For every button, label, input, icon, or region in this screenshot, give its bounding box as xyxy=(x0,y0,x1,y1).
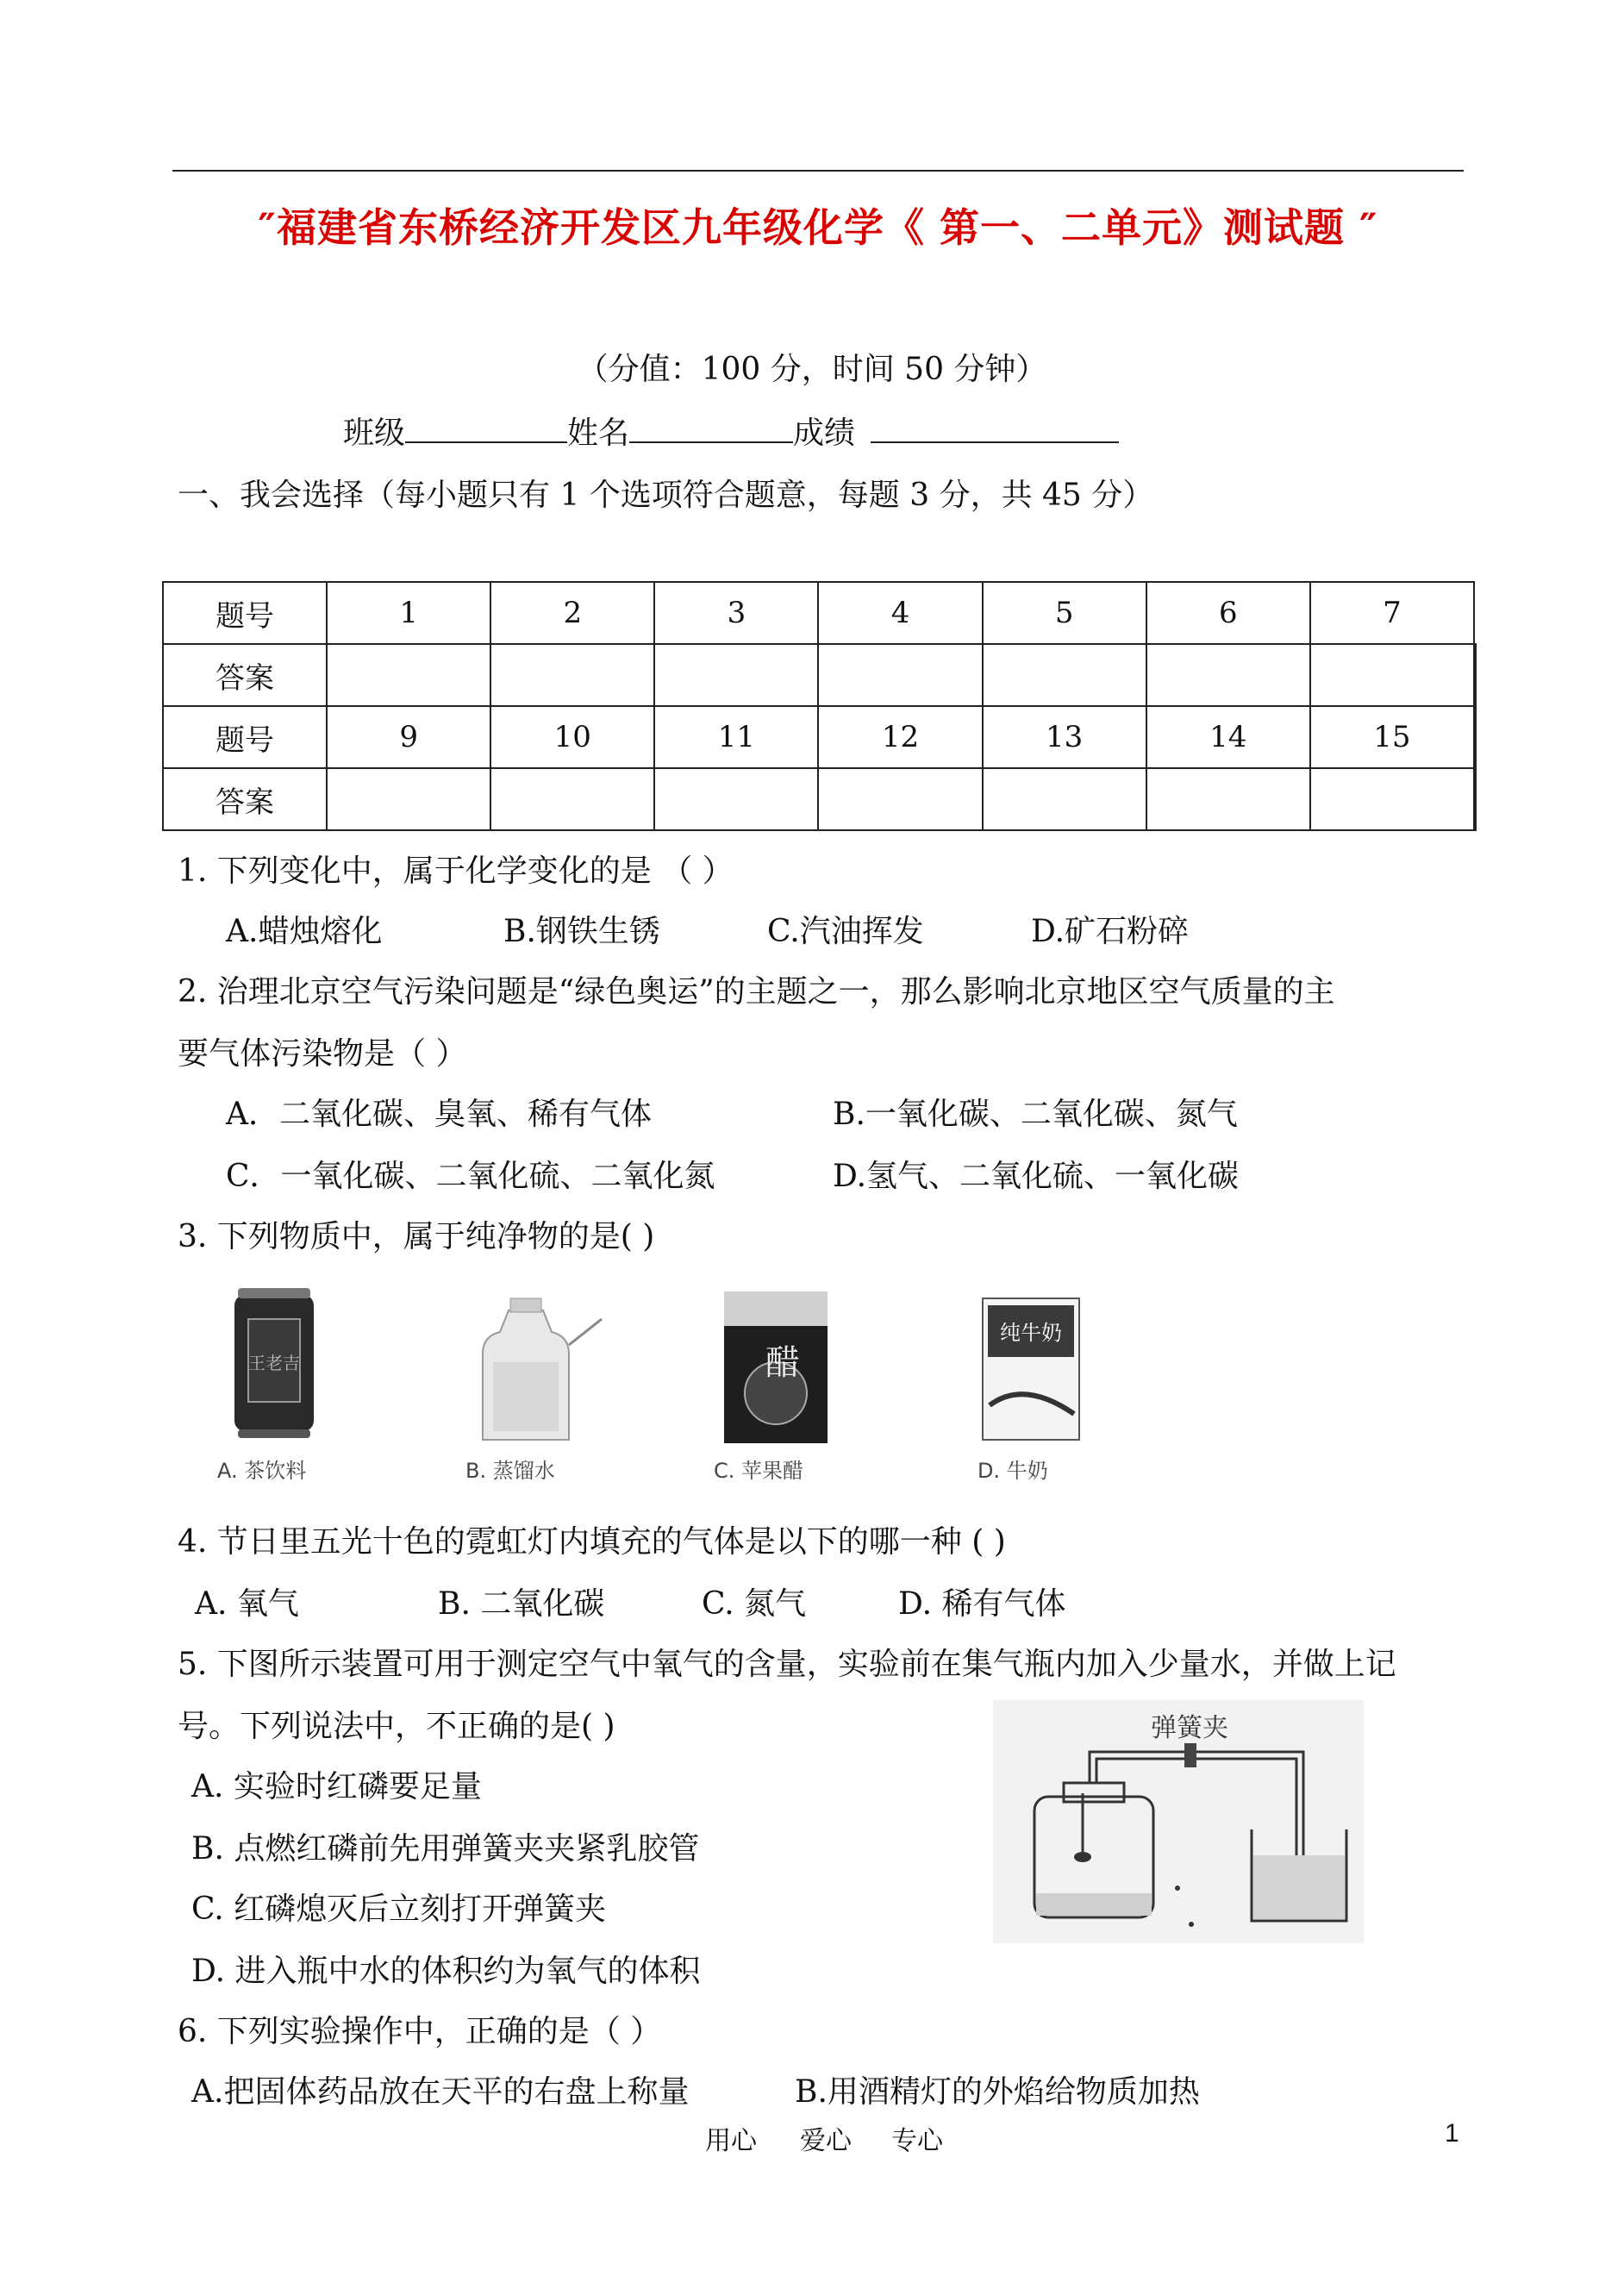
q2-stem-line1: 2. 治理北京空气污染问题是“绿色奥运”的主题之一，那么影响北京地区空气质量的主 xyxy=(178,974,1335,1010)
answer-cell[interactable] xyxy=(654,768,818,830)
q3-caption-b: B. 蒸馏水 xyxy=(465,1459,555,1483)
answer-cell[interactable] xyxy=(1310,644,1474,706)
milk-label-text: 纯牛奶 xyxy=(1000,1321,1062,1345)
answer-cell[interactable] xyxy=(818,644,982,706)
qnum-cell: 2 xyxy=(490,582,654,644)
q2-option-b[interactable]: B.一氧化碳、二氧化碳、氮气 xyxy=(833,1097,1238,1132)
score-line: （分值：100 分，时间 50 分钟） xyxy=(577,352,1047,387)
qnum-cell: 4 xyxy=(818,582,982,644)
answer-cell[interactable] xyxy=(327,768,490,830)
q2-option-d[interactable]: D.氢气、二氧化硫、一氧化碳 xyxy=(833,1159,1240,1194)
qnum-cell: 12 xyxy=(818,706,982,768)
answer-cell[interactable] xyxy=(1146,768,1310,830)
spring-clip-label: 弹簧夹 xyxy=(1151,1713,1228,1743)
qnum-cell: 13 xyxy=(983,706,1146,768)
qnum-cell: 5 xyxy=(983,582,1146,644)
header-rule xyxy=(172,170,1464,172)
footer-motto-2: 爱心 xyxy=(800,2126,852,2156)
q4-option-d[interactable]: D. 稀有气体 xyxy=(898,1586,1066,1622)
vinegar-label-text: 醋 xyxy=(765,1343,800,1383)
qnum-cell: 6 xyxy=(1146,582,1310,644)
page-number: 1 xyxy=(1445,2119,1459,2148)
row-label-q: 题号 xyxy=(163,706,327,768)
q1-option-d[interactable]: D.矿石粉碎 xyxy=(1031,914,1190,949)
q5-stem-line1: 5. 下图所示装置可用于测定空气中氧气的含量，实验前在集气瓶内加入少量水，并做上记 xyxy=(178,1647,1396,1682)
answer-cell[interactable] xyxy=(490,644,654,706)
q3-caption-d: D. 牛奶 xyxy=(978,1459,1048,1483)
grade-field[interactable] xyxy=(871,416,1119,443)
table-row xyxy=(163,706,1476,768)
q6-option-b[interactable]: B.用酒精灯的外焰给物质加热 xyxy=(795,2074,1200,2110)
q5-option-a[interactable]: A. 实验时红磷要足量 xyxy=(191,1769,482,1804)
student-info-line xyxy=(343,409,1119,453)
qnum-cell: 3 xyxy=(654,582,818,644)
can-label-text: 王老吉 xyxy=(248,1353,300,1373)
q2-option-a[interactable]: A．二氧化碳、臭氧、稀有气体 xyxy=(226,1097,652,1132)
name-label: 姓名 xyxy=(567,416,630,451)
q2-option-c[interactable]: C．一氧化碳、二氧化硫、二氧化氮 xyxy=(226,1159,715,1194)
q3-caption-a: A. 茶饮料 xyxy=(217,1459,307,1483)
q5-option-d[interactable]: D. 进入瓶中水的体积约为氧气的体积 xyxy=(191,1954,701,1989)
table-row xyxy=(163,768,1476,830)
answer-table xyxy=(162,581,1477,831)
answer-cell[interactable] xyxy=(1474,644,1476,706)
qnum-cell: 1 xyxy=(327,582,490,644)
answer-cell[interactable] xyxy=(1310,768,1474,830)
page-title: ″福建省东桥经济开发区九年级化学《 第一、二单元》测试题 ″ xyxy=(258,204,1378,251)
qnum-cell xyxy=(1474,706,1476,768)
answer-cell[interactable] xyxy=(490,768,654,830)
q6-stem: 6. 下列实验操作中，正确的是（ ） xyxy=(178,2014,662,2049)
footer-motto-1: 用心 xyxy=(705,2126,757,2156)
qnum-cell: 11 xyxy=(654,706,818,768)
section1-heading: 一、我会选择（每小题只有 1 个选项符合题意，每题 3 分，共 45 分） xyxy=(178,478,1154,513)
milk-carton-image[interactable] xyxy=(972,1285,1093,1448)
q5-option-b[interactable]: B. 点燃红磷前先用弹簧夹夹紧乳胶管 xyxy=(191,1831,700,1867)
row-label-a: 答案 xyxy=(163,644,327,706)
tea-can-image[interactable] xyxy=(207,1278,353,1450)
q4-stem: 4. 节日里五光十色的霓虹灯内填充的气体是以下的哪一种 ( ) xyxy=(178,1524,1006,1560)
answer-cell[interactable] xyxy=(1146,644,1310,706)
qnum-cell: 14 xyxy=(1146,706,1310,768)
q3-stem: 3. 下列物质中，属于纯净物的是( ) xyxy=(178,1219,655,1254)
q1-option-a[interactable]: A.蜡烛熔化 xyxy=(226,914,383,949)
answer-cell[interactable] xyxy=(818,768,982,830)
class-field[interactable] xyxy=(405,416,567,443)
q3-caption-c: C. 苹果醋 xyxy=(714,1459,804,1483)
q6-option-a[interactable]: A.把固体药品放在天平的右盘上称量 xyxy=(191,2074,690,2110)
name-field[interactable] xyxy=(629,416,793,443)
qnum-cell: 15 xyxy=(1310,706,1474,768)
q5-option-c[interactable]: C. 红磷熄灭后立刻打开弹簧夹 xyxy=(191,1892,607,1927)
row-label-a: 答案 xyxy=(163,768,327,830)
answer-cell[interactable] xyxy=(327,644,490,706)
qnum-cell: 9 xyxy=(327,706,490,768)
qnum-cell: 10 xyxy=(490,706,654,768)
qnum-cell: 7 xyxy=(1310,582,1474,644)
table-row xyxy=(163,644,1476,706)
answer-cell[interactable] xyxy=(654,644,818,706)
class-label: 班级 xyxy=(343,416,406,451)
grade-label: 成绩 xyxy=(793,416,856,451)
q5-stem-line2: 号。下列说法中，不正确的是( ) xyxy=(178,1709,615,1744)
answer-cell[interactable] xyxy=(983,768,1146,830)
answer-cell[interactable] xyxy=(983,644,1146,706)
answer-cell[interactable] xyxy=(1474,768,1476,830)
footer-motto-3: 专心 xyxy=(891,2126,943,2156)
q1-option-c[interactable]: C.汽油挥发 xyxy=(767,914,924,949)
q1-stem: 1. 下列变化中，属于化学变化的是 （ ） xyxy=(178,854,734,889)
row-label-q: 题号 xyxy=(163,582,327,644)
q4-option-a[interactable]: A. 氧气 xyxy=(195,1586,299,1622)
q4-option-b[interactable]: B. 二氧化碳 xyxy=(438,1586,605,1622)
q4-option-c[interactable]: C. 氮气 xyxy=(702,1586,807,1622)
q1-option-b[interactable]: B.钢铁生锈 xyxy=(503,914,660,949)
q2-stem-line2: 要气体污染物是（ ） xyxy=(178,1036,467,1072)
oxygen-experiment-diagram xyxy=(993,1700,1364,1943)
distilled-water-jug-image[interactable] xyxy=(448,1285,621,1457)
table-row xyxy=(163,582,1476,644)
apple-vinegar-box-image[interactable] xyxy=(714,1281,852,1450)
